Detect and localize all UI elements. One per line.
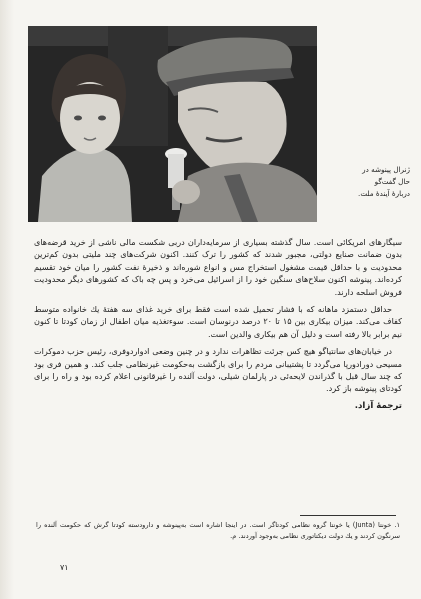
caption-line: دربارهٔ آیندهٔ ملت. <box>358 189 410 198</box>
photograph <box>28 26 317 222</box>
footnote: ۱. خونتا (Junta) یا خونتا گروه نظامی کودتاگر است. در اینجا اشاره است به‌پینوشه و دارودسته کودتا گرش که حکومت آلنده را سرنگون کردند و یك دولت دیکتاتوری نظامی به‌وجود آوردند. م. <box>36 521 400 540</box>
article-body <box>34 236 402 412</box>
paragraph: در خیابان‌های سانتیاگو هیچ کس جرئت تظاهرات ندارد و در چنین وضعی ادواردوفری، رئیس حزب دموکرات مسیحی دورادورپا می‌گردد تا پشتیبانی مردم را برای بازگشت به‌حکومت غیرنظامی جلب کند. و همین فری بود که چند سال قبل با گذراندن لایحه‌ئی در پارلمان شیلی، دولت آلنده را غیرقانونی اعلام کرده‌ بود و راه را برای کودتای پینوشه باز کرد. <box>34 346 402 394</box>
caption-line: حال گفت‌گو <box>374 177 410 186</box>
footnote-divider <box>300 515 396 516</box>
photo-illustration <box>28 26 317 222</box>
paragraph: سیگارهای امریکائی است. سال گذشته بسیاری از سرمایه‌داران دربی شکست مالی ناشی از خرید قرضه‌های بدون ضمانت صنایع دولتی، مجبور شدند که کشور را ترک کنند. اکنون شرکت‌های چند ملیتی بدون کم‌ترین محدودیت و با حداقل قیمت مشغول استخراج مس و انواع شوره‌اند و ذخیرهٔ نفت کشور را میان خود تقسیم کرده‌اند. پینوشه اکنون سلاح‌های سنگین خود را از اسرائیل می‌خرد و پس چه باک که کشورهای دیگر محدودیت فروش اسلحه دارند. <box>34 237 402 297</box>
paragraph: حداقل دستمزد ماهانه که با فشار تحمیل شده است فقط برای خرید غذای سه هفتهٔ یك خانواده متوسط کفاف می‌کند. میزان بیکاری بین ۱۵ تا ۲۰ درصد درنوسان است. سوءتغذیه میان اطفال از زمان کودتا تا کنون نیم برابر بالا رفته است و دلیل آن هم بیکاری والدین است. <box>34 304 402 339</box>
translator-note: ترجمهٔ آزاد. <box>354 400 402 411</box>
photo-caption <box>326 164 410 200</box>
page-number: ۷۱ <box>60 563 69 572</box>
page-gutter-shadow <box>0 0 14 599</box>
caption-line: ژنرال پینوشه در <box>362 165 410 174</box>
